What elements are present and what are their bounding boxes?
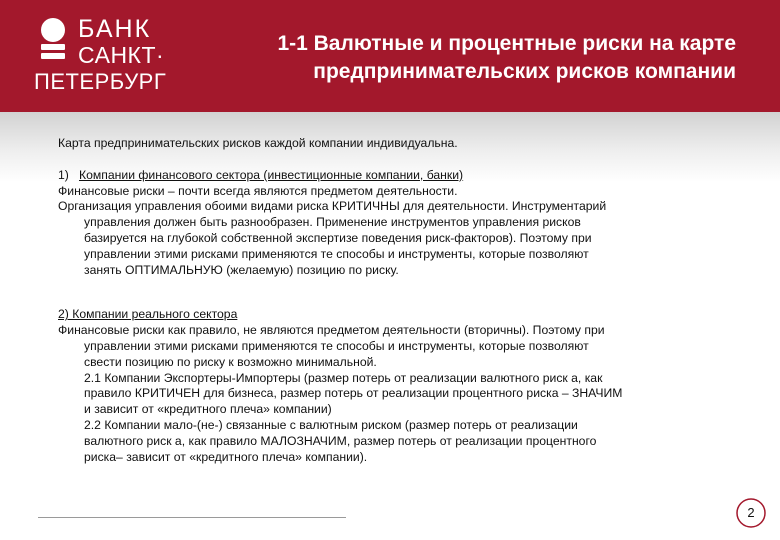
logo-text-sankt: САНКТ· [78,42,165,68]
bank-logo [34,14,184,96]
section-2-paragraph-line-3: свести позицию по риску к возможно минимальной. [84,354,377,369]
slide-title-line-1: 1-1 Валютные и процентные риски на карте [277,32,736,55]
section-2-paragraph-line-2: управлении этими рисками применяются те способы и инструменты, которые позволяют [84,338,589,353]
section-1-paragraph-2-line-5: занять ОПТИМАЛЬНУЮ (желаемую) позицию по риску. [84,262,399,277]
header-bar [0,0,780,112]
page-number: 2 [747,505,755,520]
section-1-title: Компании финансового сектора (инвестиционные компании, банки) [79,167,464,182]
footer-divider [38,517,346,518]
section-2-1-line-3: и зависит от «кредитного плеча» компании) [84,402,332,417]
section-1-paragraph-2-line-3: базируется на глубокой собственной экспертизе поведения риск-факторов). Поэтому при [84,230,592,245]
section-2-2-line-2: валютного риск а, как правило МАЛОЗНАЧИМ, размер потерь от реализации процентного [84,433,597,448]
logo-text-peterburg: ПЕТЕРБУРГ [34,69,167,94]
section-1-paragraph-2-line-1: Организация управления обоими видами риска КРИТИЧНЫ для деятельности. Инструментарий [58,199,607,214]
page-number-badge [735,497,767,529]
slide-title [176,30,736,86]
section-2-heading: 2) Компании реального сектора [58,307,238,322]
logo-emblem-icon [38,17,68,61]
section-2-1-line-1: 2.1 Компании Экспортеры-Импортеры (размер потерь от реализации валютного риск а, как [84,370,603,385]
slide-body [58,136,748,465]
section-2-2-line-3: риска– зависит от «кредитного плеча» компании). [84,449,368,464]
section-2-1-line-2: правило КРИТИЧЕН для бизнеса, размер потерь от реализации процентного риска – ЗНАЧИМ [84,386,623,401]
section-2-paragraph-line-1: Финансовые риски как правило, не являются предметом деятельности (вторичны). Поэтому при [58,323,605,338]
section-2-2-line-1: 2.2 Компании мало-(не-) связанные с валютным риском (размер потерь от реализации [84,417,578,432]
section-1-paragraph-2-line-4: управлении этими рисками применяются те способы и инструменты, которые позволяют [84,246,589,261]
logo-text-bank: БАНК [78,15,152,43]
slide-title-line-2: предпринимательских рисков компании [313,60,736,83]
section-1-number: 1) [58,167,69,182]
intro-text: Карта предпринимательских рисков каждой компании индивидуальна. [58,136,458,150]
section-1-heading [58,168,748,184]
section-1-paragraph-1: Финансовые риски – почти всегда являются предметом деятельности. [58,183,458,198]
section-1-paragraph-2-line-2: управления должен быть разнообразен. Применение инструментов управления рисков [84,215,581,230]
